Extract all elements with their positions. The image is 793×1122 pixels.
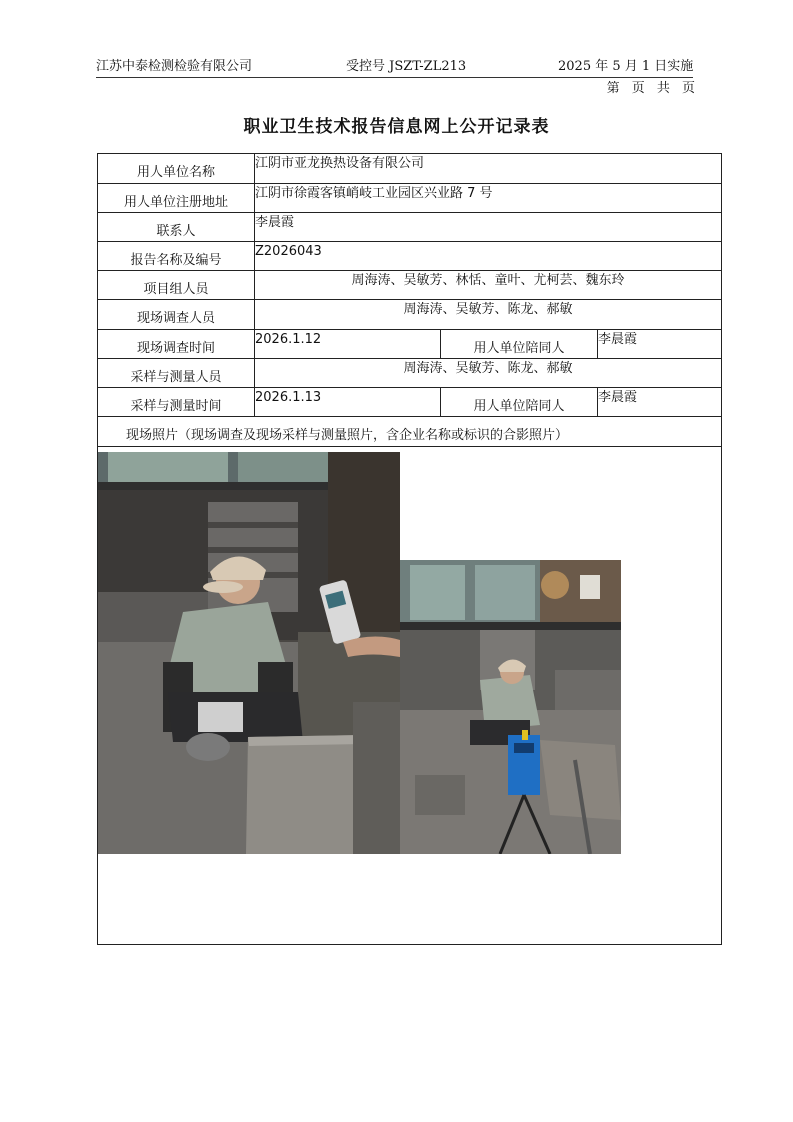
header-rule xyxy=(96,77,693,78)
row-sampling-staff xyxy=(98,359,721,388)
header-company: 江苏中泰检测检验有限公司 xyxy=(96,59,253,74)
sampling-staff-value: 周海涛、吴敏芳、陈龙、郝敏 xyxy=(403,361,573,376)
contact-value: 李晨霞 xyxy=(255,215,295,230)
row-survey-staff xyxy=(98,300,721,330)
employer-name-label: 用人单位名称 xyxy=(98,154,255,183)
header-page-label: 第 页 共 页 xyxy=(606,81,695,96)
employer-name-value: 江阴市亚龙换热设备有限公司 xyxy=(255,156,425,171)
row-report-number xyxy=(98,242,721,271)
row-employer-name xyxy=(98,154,721,184)
sampling-companion-value: 李晨霞 xyxy=(598,390,638,405)
report-number-value: Z2026043 xyxy=(255,244,322,259)
row-team xyxy=(98,271,721,300)
record-table xyxy=(97,153,722,945)
survey-time-value: 2026.1.12 xyxy=(255,330,441,358)
team-label: 项目组人员 xyxy=(98,271,255,299)
survey-staff-label: 现场调查人员 xyxy=(98,300,255,329)
sampling-companion-label: 用人单位陪同人 xyxy=(441,388,598,416)
photos-label: 现场照片（现场调查及现场采样与测量照片，含企业名称或标识的合影照片） xyxy=(126,428,569,443)
contact-label: 联系人 xyxy=(98,213,255,241)
page-title: 职业卫生技术报告信息网上公开记录表 xyxy=(243,117,550,137)
row-survey-time xyxy=(98,330,721,359)
row-contact xyxy=(98,213,721,242)
survey-companion-value: 李晨霞 xyxy=(598,332,638,347)
row-photos-label xyxy=(98,417,721,447)
row-sampling-time xyxy=(98,388,721,417)
header-control-number: 受控号 JSZT-ZL213 xyxy=(346,59,467,74)
survey-staff-value: 周海涛、吴敏芳、陈龙、郝敏 xyxy=(403,302,573,317)
site-photo-sampling xyxy=(400,560,621,854)
report-number-label: 报告名称及编号 xyxy=(98,242,255,270)
sampling-staff-label: 采样与测量人员 xyxy=(98,359,255,387)
employer-address-label: 用人单位注册地址 xyxy=(98,184,255,212)
row-employer-address xyxy=(98,184,721,213)
employer-address-value: 江阴市徐霞客镇峭岐工业园区兴业路 7 号 xyxy=(255,186,493,201)
sampling-time-label: 采样与测量时间 xyxy=(98,388,255,416)
team-value: 周海涛、吴敏芳、林恬、童叶、尤柯芸、魏东玲 xyxy=(351,273,625,288)
survey-time-label: 现场调查时间 xyxy=(98,330,255,358)
header-effective-date: 2025 年 5 月 1 日实施 xyxy=(558,59,694,74)
site-photo-grinding xyxy=(98,452,400,854)
survey-companion-label: 用人单位陪同人 xyxy=(441,330,598,358)
sampling-time-value: 2026.1.13 xyxy=(255,388,441,416)
